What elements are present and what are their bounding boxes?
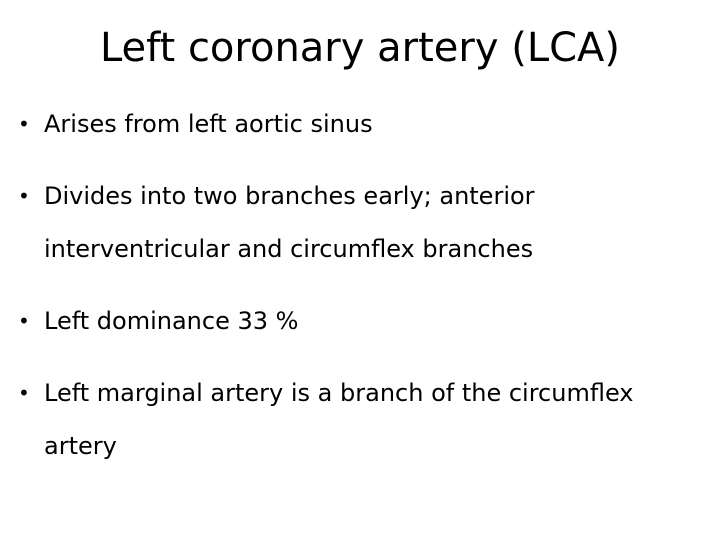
bullet-list xyxy=(18,105,708,499)
bullet-text: Left dominance 33 % xyxy=(44,307,299,335)
bullet-dot: • xyxy=(18,112,30,136)
bullet-text: Arises from left aortic sinus xyxy=(44,110,373,138)
bullet-text-continuation: artery xyxy=(44,432,117,460)
bullet-item xyxy=(18,105,708,143)
slide-title: Left coronary artery (LCA) xyxy=(99,25,621,71)
bullet-text-continuation: interventricular and circumflex branches xyxy=(44,235,534,263)
bullet-text: Divides into two branches early; anterior xyxy=(44,182,535,210)
bullet-item xyxy=(18,302,708,340)
bullet-dot: • xyxy=(18,381,30,405)
bullet-item xyxy=(18,374,708,465)
bullet-dot: • xyxy=(18,309,30,333)
bullet-text: Left marginal artery is a branch of the circumflex xyxy=(44,379,634,407)
bullet-item xyxy=(18,177,708,268)
bullet-dot: • xyxy=(18,184,30,208)
